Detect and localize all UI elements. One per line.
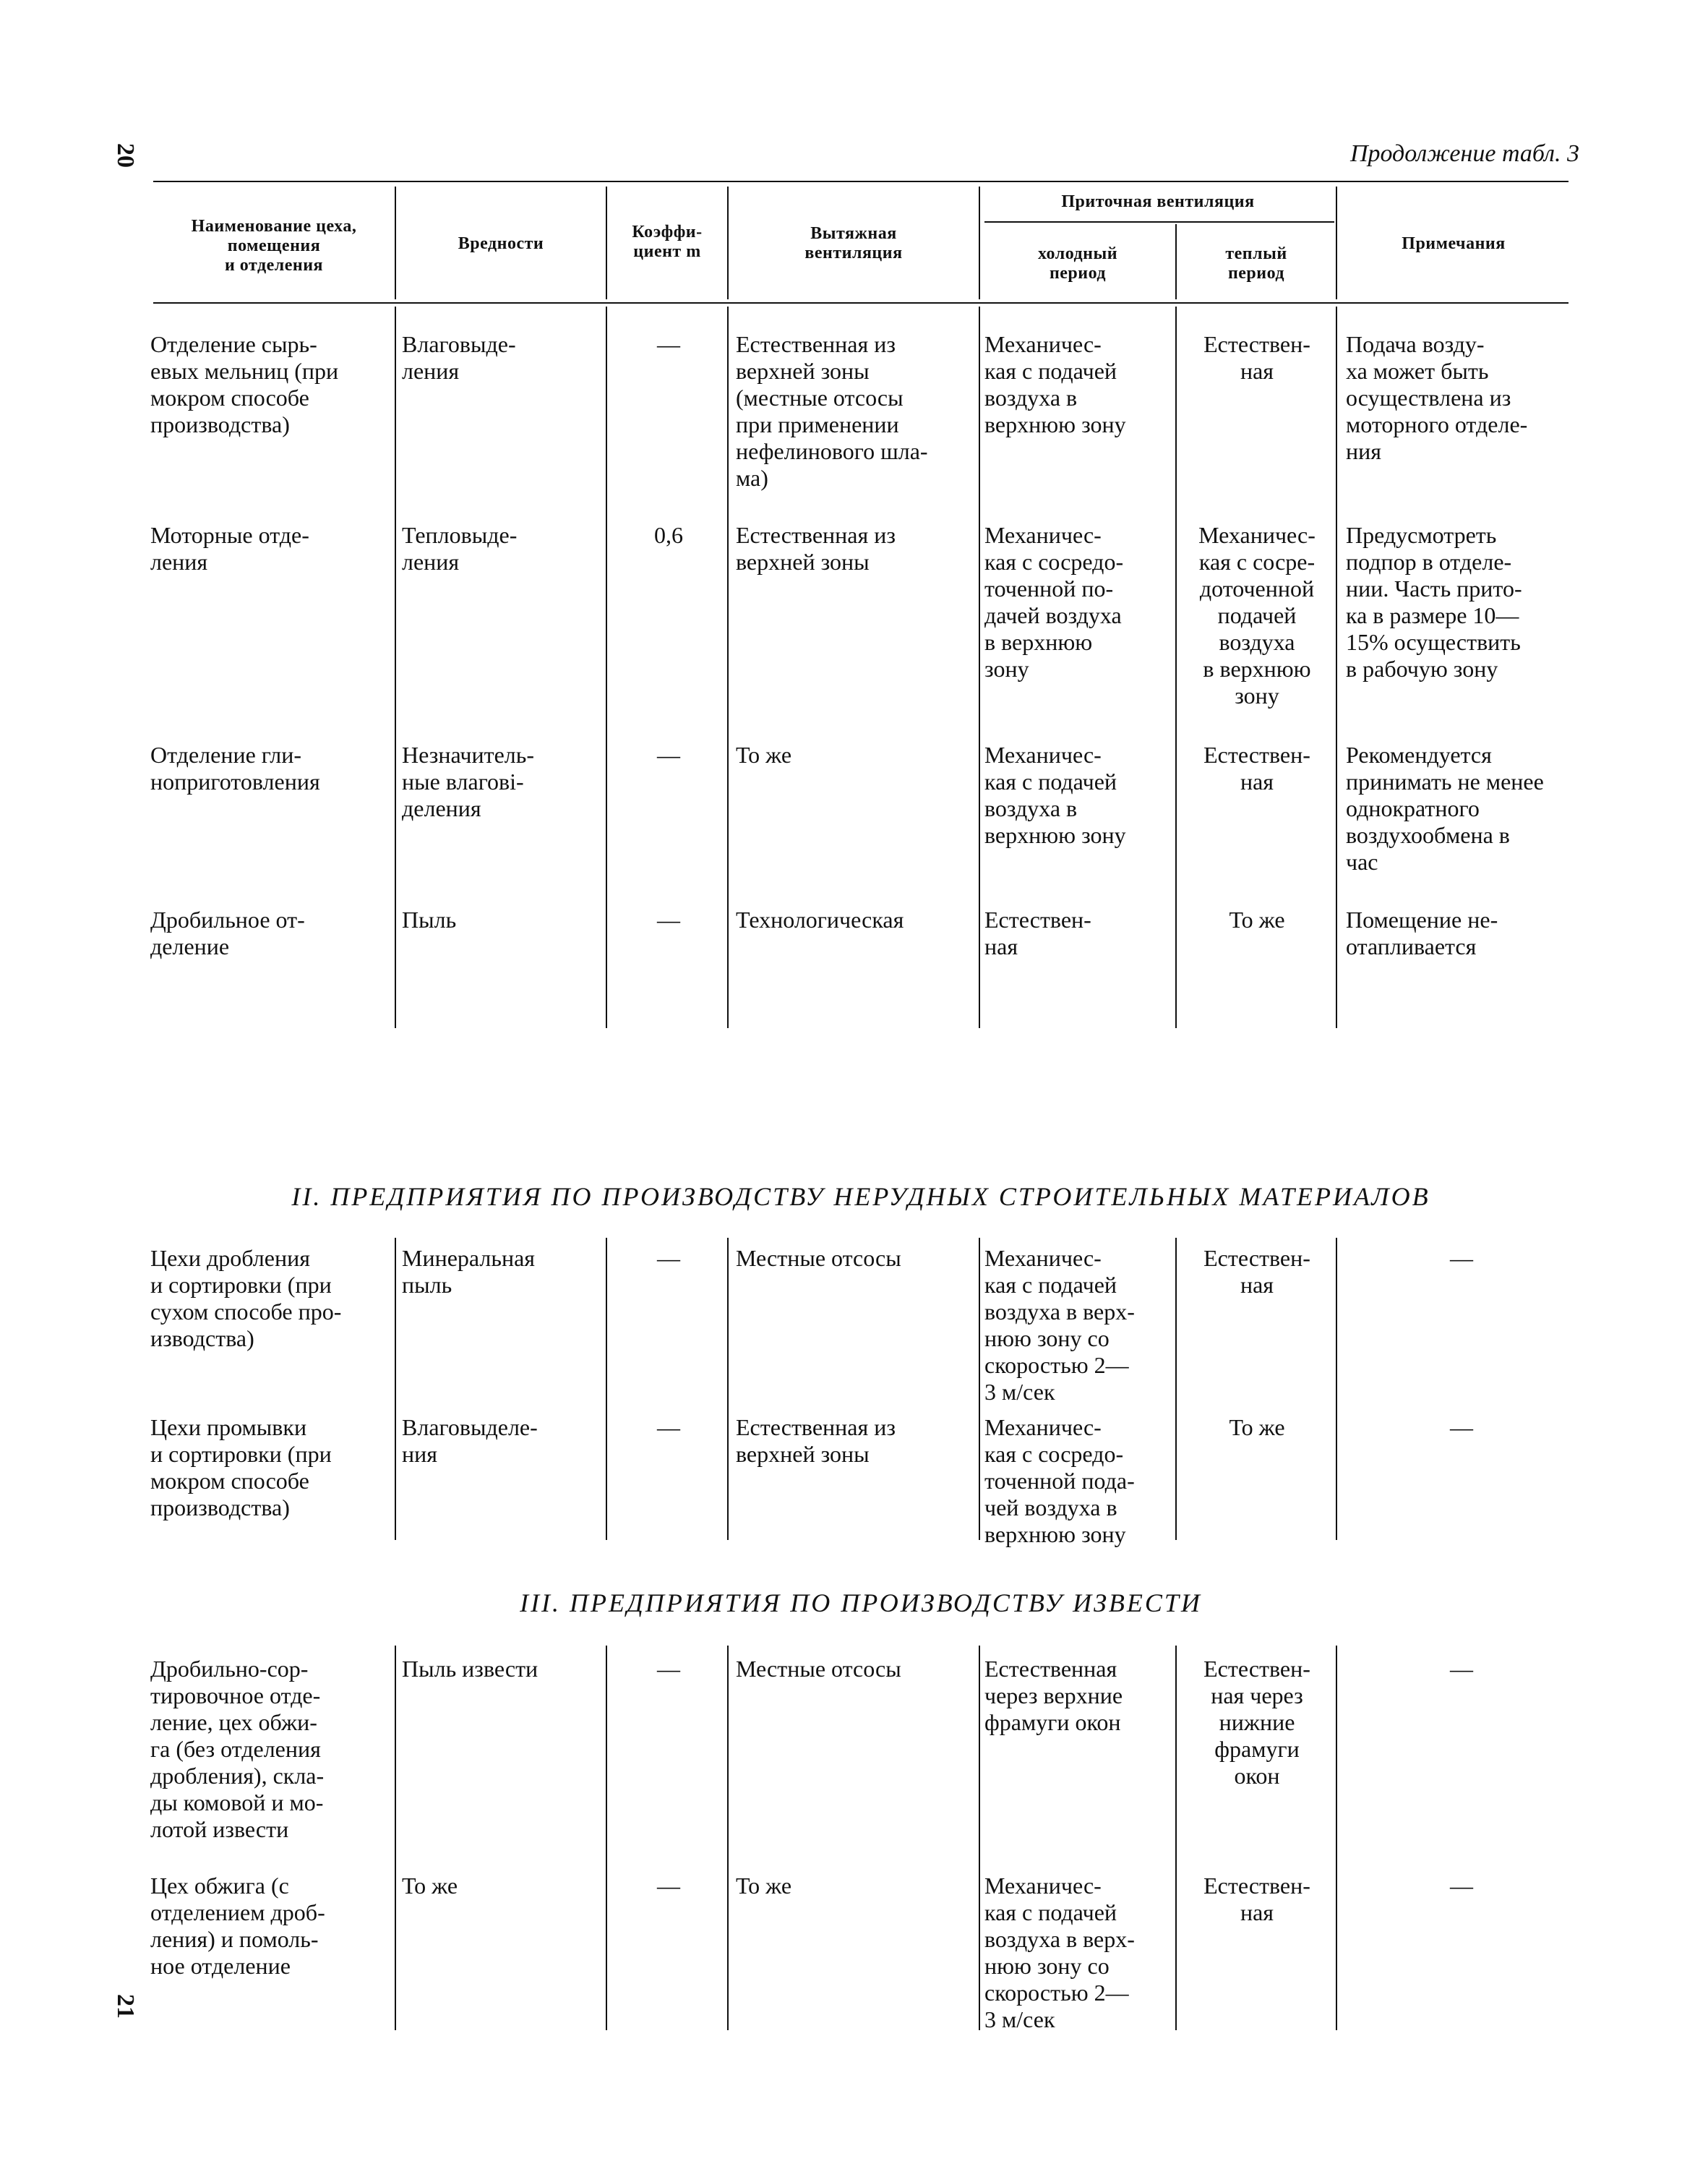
table-cell-name: Цех обжига (с отделением дроб- ления) и помоль- ное отделение [150, 1873, 325, 1979]
header-name: Наименование цеха, помещения и отделения [191, 217, 357, 275]
table-cell-note: — [1450, 1245, 1473, 1271]
table-cell-name: Моторные отде- ления [150, 522, 309, 575]
header-harm: Вредности [458, 234, 544, 253]
column-divider [606, 307, 607, 1028]
section-heading: II. ПРЕДПРИЯТИЯ ПО ПРОИЗВОДСТВУ НЕРУДНЫХ СТРОИТЕЛЬНЫХ МАТЕРИАЛОВ [291, 1182, 1430, 1211]
table-cell-coef: — [657, 331, 680, 357]
table-cell-harm: Минеральная пыль [402, 1245, 535, 1298]
table-cell-cold: Естествен- ная [984, 907, 1091, 959]
header-notes: Примечания [1402, 234, 1506, 253]
header-cold: холодный период [1037, 244, 1118, 283]
table-cell-coef: — [657, 1656, 680, 1682]
supply-subheader-rule [984, 221, 1334, 223]
table-cell-exhaust: Естественная из верхней зоны [736, 1414, 896, 1467]
column-divider [979, 1646, 980, 2030]
table-cell-cold: Механичес- кая с подачей воздуха в верхнюю зону [984, 331, 1126, 437]
header-warm: теплый период [1225, 244, 1287, 283]
table-cell-name: Цехи дробления и сортировки (при сухом способе про- изводства) [150, 1245, 342, 1351]
table-cell-exhaust: То же [736, 1873, 792, 1899]
table-cell-harm: Влаговыделе- ния [402, 1414, 538, 1467]
table-cell-harm: Пыль извести [402, 1656, 538, 1682]
header-bottom-rule [153, 302, 1568, 304]
table-cell-warm: Естествен- ная [1203, 1873, 1310, 1925]
table-cell-note: — [1450, 1873, 1473, 1899]
table-cell-coef: — [657, 742, 680, 768]
column-divider [1336, 1646, 1337, 2030]
table-cell-warm: То же [1229, 907, 1285, 933]
header-coef: Коэффи- циент m [632, 223, 703, 261]
header-divider [1175, 224, 1177, 299]
column-divider [1336, 1238, 1337, 1540]
table-cell-cold: Механичес- кая с подачей воздуха в верх- нюю зону со скоростью 2— 3 м/сек [984, 1873, 1135, 2032]
table-cell-note: Предусмотреть подпор в отделе- нии. Часть прито- ка в размере 10— 15% осуществить в рабочую зону [1346, 522, 1522, 682]
table-cell-note: Помещение не- отапливается [1346, 907, 1498, 959]
continuation-caption: Продолжение табл. 3 [1349, 140, 1579, 167]
table-cell-name: Дробильно-сор- тировочное отде- ление, цех обжи- га (без отделения дробления), скла- ды комовой и мо- лотой извести [150, 1656, 325, 1842]
table-cell-cold: Естественная через верхние фрамуги окон [984, 1656, 1123, 1735]
table-cell-note: Рекомендуется принимать не менее однократного воздухообмена в час [1346, 742, 1544, 875]
table-cell-harm: Незначитель- ные влагові- деления [402, 742, 535, 821]
column-divider [1336, 307, 1337, 1028]
table-cell-exhaust: Технологическая [736, 907, 904, 933]
table-cell-name: Дробильное от- деление [150, 907, 305, 959]
table-cell-harm: Пыль [402, 907, 457, 933]
table-cell-cold: Механичес- кая с сосредо- точенной по- дачей воздуха в верхнюю зону [984, 522, 1124, 682]
column-divider [606, 1238, 607, 1540]
header-exhaust: Вытяжная вентиляция [804, 224, 903, 262]
column-divider [1175, 1238, 1177, 1540]
table-cell-cold: Механичес- кая с подачей воздуха в верхнюю зону [984, 742, 1126, 848]
header-divider [1336, 187, 1337, 299]
table-cell-note: — [1450, 1656, 1473, 1682]
table-cell-coef: — [657, 1873, 680, 1899]
column-divider [979, 307, 980, 1028]
table-cell-coef: — [657, 1414, 680, 1440]
table-cell-warm: Естествен- ная [1203, 742, 1310, 795]
table-cell-name: Цехи промывки и сортировки (при мокром способе производства) [150, 1414, 332, 1520]
column-divider [979, 1238, 980, 1540]
column-divider [1175, 307, 1177, 1028]
column-divider [727, 1238, 729, 1540]
column-divider [395, 307, 396, 1028]
table-cell-harm: Тепловыде- ления [402, 522, 518, 575]
table-cell-warm: Механичес- кая с сосре- доточенной подачей воздуха в верхнюю зону [1198, 522, 1316, 709]
table-cell-name: Отделение сырь- евых мельниц (при мокром способе производства) [150, 331, 339, 437]
table-cell-cold: Механичес- кая с подачей воздуха в верх- нюю зону со скоростью 2— 3 м/сек [984, 1245, 1135, 1405]
table-cell-coef: — [657, 1245, 680, 1271]
column-divider [727, 1646, 729, 2030]
header-supply: Приточная вентиляция [1061, 192, 1255, 211]
table-cell-harm: Влаговыде- ления [402, 331, 516, 384]
table-cell-exhaust: Естественная из верхней зоны [736, 522, 896, 575]
table-cell-note: Подача возду- ха может быть осуществлена из моторного отделе- ния [1346, 331, 1528, 464]
table-cell-exhaust: Естественная из верхней зоны (местные отсосы при применении нефелинового шла- ма) [736, 331, 928, 491]
header-divider [395, 187, 396, 299]
column-divider [727, 307, 729, 1028]
column-divider [395, 1646, 396, 2030]
page-number-bottom: 21 [112, 1994, 139, 2019]
section-heading: III. ПРЕДПРИЯТИЯ ПО ПРОИЗВОДСТВУ ИЗВЕСТИ [520, 1588, 1202, 1617]
table-cell-exhaust: Местные отсосы [736, 1656, 901, 1682]
header-divider [727, 187, 729, 299]
table-cell-warm: Естествен- ная [1203, 331, 1310, 384]
table-cell-warm: То же [1229, 1414, 1285, 1440]
table-cell-note: — [1450, 1414, 1473, 1440]
table-cell-warm: Естествен- ная [1203, 1245, 1310, 1298]
table-cell-harm: То же [402, 1873, 458, 1899]
table-cell-exhaust: То же [736, 742, 792, 768]
table-cell-warm: Естествен- ная через нижние фрамуги окон [1203, 1656, 1310, 1789]
column-divider [606, 1646, 607, 2030]
table-cell-name: Отделение гли- ноприготовления [150, 742, 320, 795]
table-cell-exhaust: Местные отсосы [736, 1245, 901, 1271]
table-cell-coef: 0,6 [654, 522, 683, 548]
table-cell-cold: Механичес- кая с сосредо- точенной пода- чей воздуха в верхнюю зону [984, 1414, 1135, 1547]
table-cell-coef: — [657, 907, 680, 933]
header-divider [979, 187, 980, 299]
column-divider [1175, 1646, 1177, 2030]
header-top-rule [153, 181, 1568, 182]
page-number-top: 20 [112, 143, 139, 168]
column-divider [395, 1238, 396, 1540]
header-divider [606, 187, 607, 299]
